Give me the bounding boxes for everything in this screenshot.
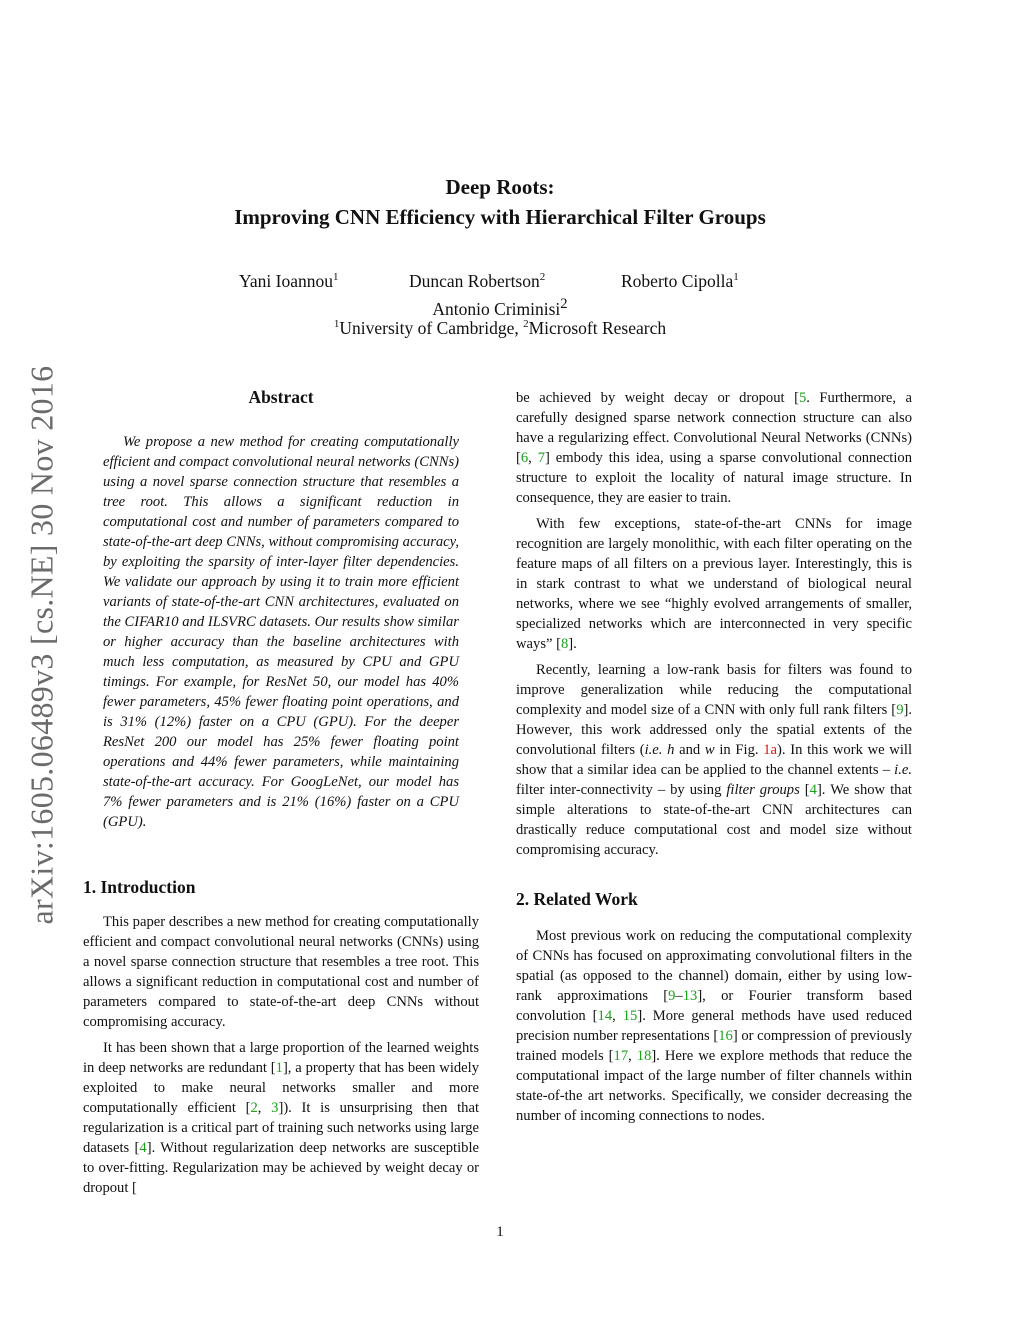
text-run: and (674, 742, 705, 758)
abstract-heading: Abstract (248, 387, 314, 407)
author-3: Roberto Cipolla$^1$ (621, 271, 739, 291)
text-run: ]. However, this work addressed only the spatial extents of the convolutional filters ( (516, 702, 912, 758)
citation-link[interactable]: 4 (809, 782, 817, 798)
text-run: Recently, learning a low-rank basis for filters was found to improve generalization while reducing the computational complexity and model size of a CNN with only full rank filters [ (516, 662, 912, 718)
citation-link[interactable]: 7 (537, 450, 546, 466)
citation-link[interactable]: 1 (275, 1060, 283, 1076)
author-1: Yani Ioannou$^1$ (239, 271, 339, 291)
text-run: , (628, 1048, 637, 1064)
citation-link[interactable]: 6 (520, 450, 529, 466)
right-column (516, 388, 912, 1132)
section-introduction-heading: 1. Introduction (83, 877, 196, 897)
intro-paragraph-2-continued (516, 388, 912, 508)
text-run: , (528, 450, 538, 466)
text-run: – (675, 988, 683, 1004)
text-run: be achieved by weight decay or dropout [ (516, 390, 799, 406)
citation-link[interactable]: 16 (718, 1028, 733, 1044)
citation-link[interactable]: 15 (622, 1008, 638, 1024)
text-run: ]. We show that simple alterations to state-of-the-art CNN architectures can drastically reduce computational cost and model size without compromising accuracy. (516, 782, 912, 858)
title-line-2: Improving CNN Efficiency with Hierarchical Filter Groups (234, 205, 766, 229)
emphasis-text: filter groups (726, 782, 800, 798)
text-run: filter inter-connectivity – by using (516, 782, 727, 798)
emphasis-text: i.e. (644, 742, 663, 758)
intro-paragraph-3 (516, 514, 912, 654)
text-run: ]. Here we explore methods that reduce the computational impact of the large number of filter channels within state-of-the art networks. Specifically, we consider decreasing the number of incoming connections to nodes. (516, 1048, 912, 1124)
intro-paragraph-1: This paper describes a new method for creating computationally efficient and compact convolutional neural networks (CNNs) using a novel sparse connection structure that resembles a tree root. This allows a significant reduction in computational cost and number of parameters compared to state-of-the-art deep CNNs without compromising accuracy. (83, 914, 479, 1030)
arxiv-identifier: arXiv:1605.06489v3 [cs.NE] 30 Nov 2016 (23, 365, 60, 925)
affiliations: $^1$University of Cambridge, $^2$Microsoft Research (333, 318, 667, 338)
citation-link[interactable]: 8 (560, 636, 569, 652)
text-run: ] or compression of previously trained models [ (516, 1028, 912, 1064)
section-related-work-heading: 2. Related Work (516, 889, 638, 909)
emphasis-text: i.e. (894, 762, 912, 778)
citation-link[interactable]: 5 (798, 390, 807, 406)
emphasis-text: h (667, 742, 675, 758)
text-run: ). In this work we will show that a similar idea can be applied to the channel extents – (516, 742, 912, 778)
citation-link[interactable]: 9 (668, 988, 676, 1004)
text-run: ], or Fourier transform based convolution [ (516, 988, 912, 1024)
citation-link[interactable]: 3 (271, 1100, 279, 1116)
author-2: Duncan Robertson$^2$ (409, 271, 546, 291)
text-run: ]. More general methods have used reduced precision number representations [ (516, 1008, 913, 1044)
text-run: . Furthermore, a carefully designed sparse network connection structure can also have a regularizing effect. Convolutional Neural Networks (CNNs) [ (516, 390, 912, 466)
citation-link[interactable]: 14 (597, 1008, 613, 1024)
left-column (83, 386, 479, 1204)
citation-link[interactable]: 9 (896, 702, 904, 718)
emphasis-text: w (704, 742, 715, 758)
author-4: Antonio Criminisi$^2$ (432, 296, 568, 319)
citation-link[interactable]: 18 (636, 1048, 652, 1064)
citation-link[interactable]: 17 (613, 1048, 629, 1064)
text-run: With few exceptions, state-of-the-art CNNs for image recognition are largely monolithic, with each filter operating on the feature maps of all filters on a previous layer. Interestingly, this is in stark contrast to what we understand of biological neural networks, where we see “highly evolved arrangements of smaller, specialized networks which are interconnected in very specific ways” [ (516, 516, 912, 652)
title-line-1: Deep Roots: (445, 175, 555, 199)
citation-link[interactable]: 4 (139, 1140, 147, 1156)
text-run: [ (799, 782, 810, 798)
page-number: 1 (496, 1224, 504, 1240)
text-run: ]. (568, 636, 577, 652)
text-run: Most previous work on reducing the computational complexity of CNNs has focused on approximating convolutional filters in the spatial (as opposed to the channel) domain, either by using low-rank approximations [ (516, 928, 912, 1004)
abstract-text: We propose a new method for creating computationally efficient and compact convolutional neural networks (CNNs) using a novel sparse connection structure that resembles a tree root. This allows a significant reduction in computational cost and number of parameters compared to state-of-the-art deep CNNs, without compromising accuracy, by exploiting the sparsity of inter-layer filter dependencies. We validate our approach by using it to train more efficient variants of state-of-the-art CNN architectures, evaluated on the CIFAR10 and ILSVRC datasets. Our results show similar or higher accuracy than the baseline architectures with much less computation, as measured by CPU and GPU timings. For example, for ResNet 50, our model has 40% fewer parameters, 45% fewer floating point operations, and is 31% (12%) faster on a CPU (GPU). For the deeper ResNet 200 our model has 25% fewer floating point operations and 44% fewer parameters, while maintaining state-of-the-art accuracy. For GoogLeNet, our model has 7% fewer parameters and is 21% (16%) faster on a CPU (GPU). (103, 434, 459, 830)
citation-link[interactable]: 2 (250, 1100, 258, 1116)
intro-paragraph-4 (516, 660, 912, 860)
text-run: in Fig. (714, 742, 764, 758)
text-run: ] embody this idea, using a sparse convolutional connection structure to exploit the locality of natural image structure. In consequence, they are easier to train. (516, 450, 913, 506)
figure-link[interactable]: 1a (763, 742, 778, 758)
related-work-paragraph-1 (516, 926, 912, 1126)
intro-paragraph-2: It has been shown that a large proportion of the learned weights in deep networks are redundant [1], a property that has been widely exploited to make neural networks smaller and more computationally efficient [2, 3]). It is unsurprising then that regularization is a critical part of training such networks using large datasets [4]. Without regularization deep networks are susceptible to over-fitting. Regularization may be achieved by weight decay or dropout [ (83, 1040, 480, 1196)
citation-link[interactable]: 13 (682, 988, 698, 1004)
paper-title (0, 172, 1000, 232)
text-run: , (612, 1008, 623, 1024)
